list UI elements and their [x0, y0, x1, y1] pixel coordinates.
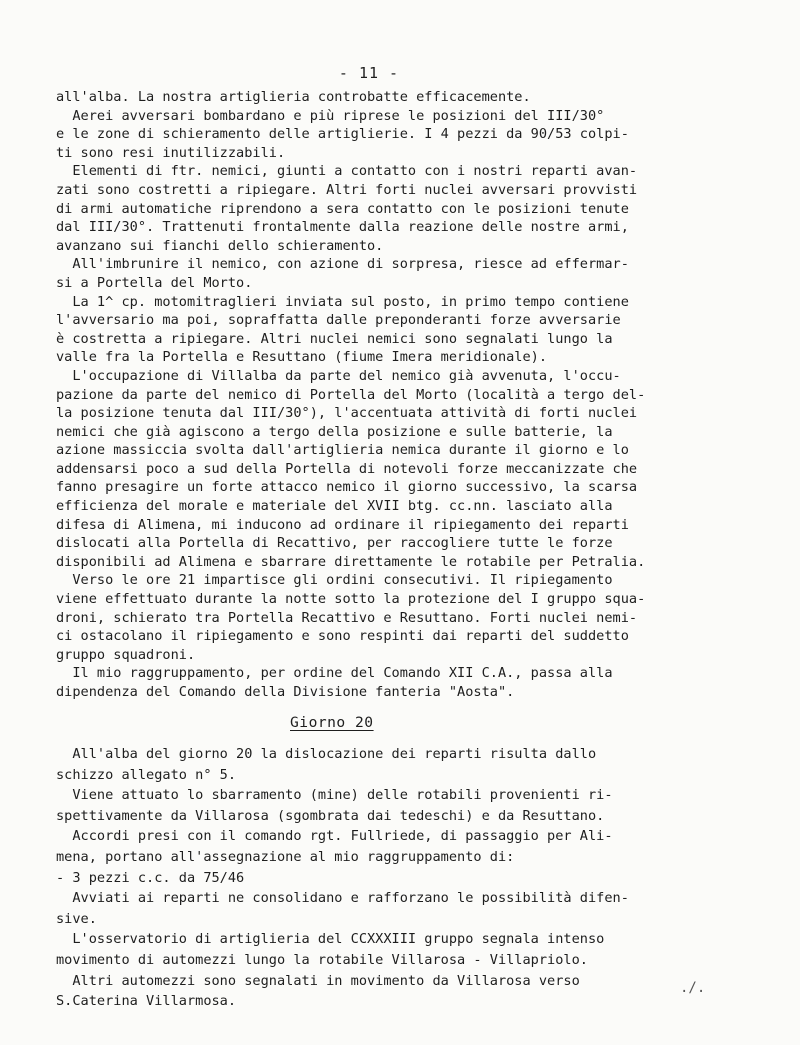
body-text-bottom — [56, 744, 746, 1012]
text-line: pazione da parte del nemico di Portella del Morto (località a tergo del- — [56, 386, 646, 403]
continuation-mark: ./. — [680, 980, 706, 996]
body-text-top — [56, 88, 746, 702]
text-line: - 3 pezzi c.c. da 75/46 — [56, 869, 245, 886]
text-line: si a Portella del Morto. — [56, 274, 253, 291]
text-line: la posizione tenuta dal III/30°), l'accentuata attività di forti nuclei — [56, 405, 638, 422]
text-line: spettivamente da Villarosa (sgombrata dai tedeschi) e da Resuttano. — [56, 807, 605, 824]
text-line: zati sono costretti a ripiegare. Altri forti nuclei avversari provvisti — [56, 181, 638, 198]
text-line: dislocati alla Portella di Recattivo, per raccogliere tutte le forze — [56, 535, 613, 552]
text-line: avanzano sui fianchi dello schieramento. — [56, 237, 384, 254]
text-line: Viene attuato lo sbarramento (mine) delle rotabili provenienti ri- — [56, 787, 613, 804]
text-line: nemici che già agiscono a tergo della posizione e sulle batterie, la — [56, 423, 613, 440]
text-line: è costretta a ripiegare. Altri nuclei nemici sono segnalati lungo la — [56, 330, 613, 347]
text-line: Elementi di ftr. nemici, giunti a contatto con i nostri reparti avan- — [56, 163, 638, 180]
text-line: azione massiccia svolta dall'artiglieria nemica durante il giorno e lo — [56, 442, 629, 459]
text-line: ti sono resi inutilizzabili. — [56, 144, 286, 161]
text-line: Altri automezzi sono segnalati in movimento da Villarosa verso — [56, 972, 580, 989]
text-line: Aerei avversari bombardano e più riprese le posizioni del III/30° — [56, 107, 605, 124]
text-line: All'imbrunire il nemico, con azione di sorpresa, riesce ad effermar- — [56, 256, 629, 273]
text-line: viene effettuato durante la notte sotto la protezione del I gruppo squa- — [56, 591, 646, 608]
text-line: L'occupazione di Villalba da parte del nemico già avvenuta, l'occu- — [56, 367, 621, 384]
text-line: addensarsi poco a sud della Portella di notevoli forze meccanizzate che — [56, 460, 638, 477]
text-line: di armi automatiche riprendono a sera contatto con le posizioni tenute — [56, 200, 629, 217]
text-line: all'alba. La nostra artiglieria controbatte efficacemente. — [56, 89, 531, 105]
text-line: schizzo allegato n° 5. — [56, 766, 237, 783]
text-line: Accordi presi con il comando rgt. Fullriede, di passaggio per Ali- — [56, 828, 613, 845]
text-line: All'alba del giorno 20 la dislocazione dei reparti risulta dallo — [56, 746, 597, 762]
text-line: dipendenza del Comando della Divisione fanteria "Aosta". — [56, 684, 515, 700]
text-line: Verso le ore 21 impartisce gli ordini consecutivi. Il ripiegamento — [56, 572, 613, 589]
text-line: gruppo squadroni. — [56, 646, 196, 663]
text-line: movimento di automezzi lungo la rotabile Villarosa - Villapriolo. — [56, 951, 588, 968]
text-line: e le zone di schieramento delle artiglierie. I 4 pezzi da 90/53 colpi- — [56, 126, 629, 143]
text-line: dal III/30°. Trattenuti frontalmente dalla reazione delle nostre armi, — [56, 219, 629, 236]
text-line: S.Caterina Villarmosa. — [56, 993, 237, 1010]
text-line: valle fra la Portella e Resuttano (fiume Imera meridionale). — [56, 349, 548, 366]
text-line: mena, portano all'assegnazione al mio raggruppamento di: — [56, 848, 515, 865]
text-line: fanno presagire un forte attacco nemico il giorno successivo, la scarsa — [56, 479, 638, 496]
text-line: Avviati ai reparti ne consolidano e rafforzano le possibilità difen- — [56, 890, 629, 907]
text-line: disponibili ad Alimena e sbarrare direttamente le rotabile per Petralia. — [56, 553, 646, 570]
text-line: La 1^ cp. motomitraglieri inviata sul posto, in primo tempo contiene — [56, 293, 629, 310]
text-line: L'osservatorio di artiglieria del CCXXXIII gruppo segnala intenso — [56, 931, 605, 948]
text-line: l'avversario ma poi, sopraffatta dalle preponderanti forze avversarie — [56, 312, 621, 329]
text-line: difesa di Alimena, mi inducono ad ordinare il ripiegamento dei reparti — [56, 516, 629, 533]
text-line: ci ostacolano il ripiegamento e sono respinti dai reparti del suddetto — [56, 628, 629, 645]
text-line: sive. — [56, 910, 97, 927]
page-number: - 11 - — [338, 64, 400, 82]
text-line: droni, schierato tra Portella Recattivo e Resuttano. Forti nuclei nemi- — [56, 609, 638, 626]
text-line: efficienza del morale e materiale del XVII btg. cc.nn. lasciato alla — [56, 498, 613, 515]
text-line: Il mio raggruppamento, per ordine del Comando XII C.A., passa alla — [56, 665, 613, 682]
section-heading: Giorno 20 — [290, 714, 374, 731]
